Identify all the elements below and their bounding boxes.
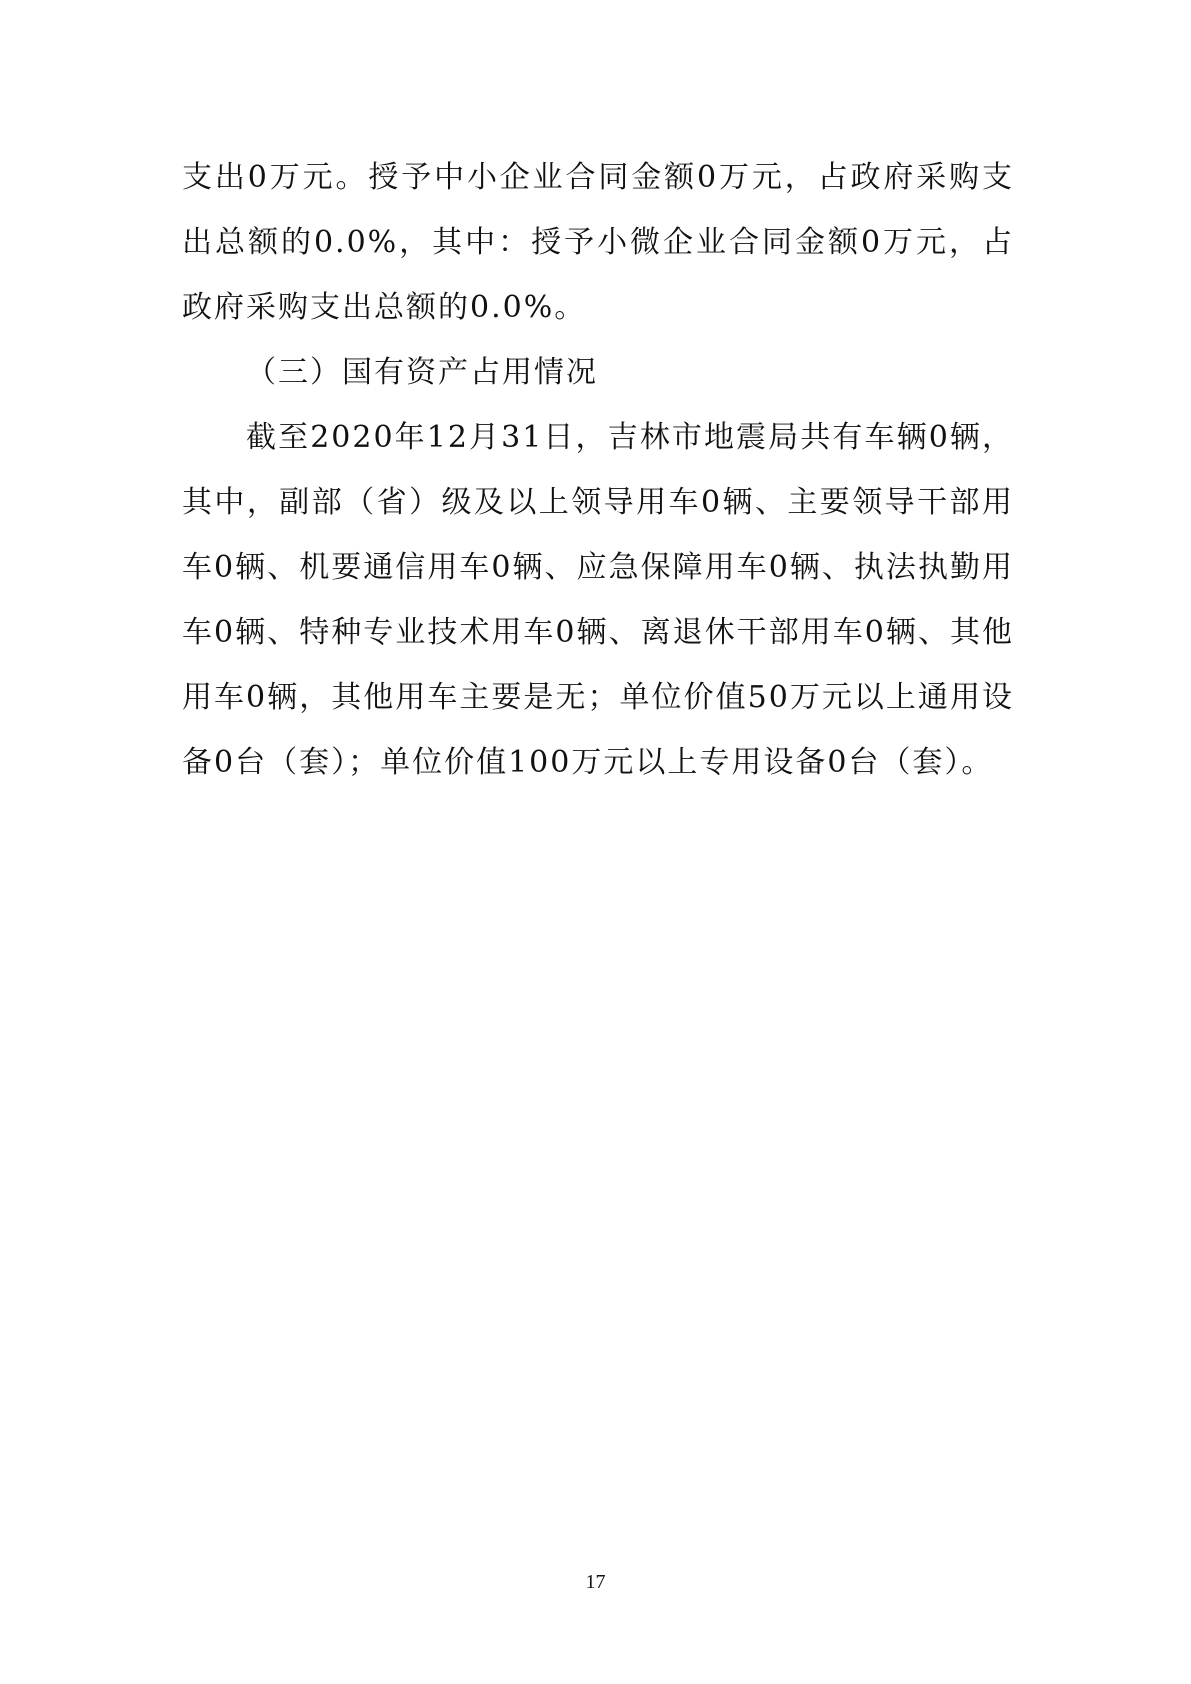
document-body (182, 145, 1014, 795)
page-number: 17 (585, 1571, 606, 1593)
section-heading-state-assets: （三）国有资产占用情况 (246, 355, 598, 390)
procurement-paragraph: 支出0万元。授予中小企业合同金额0万元，占政府采购支出总额的0.0%，其中：授予小微企业合同金额0万元，占政府采购支出总额的0.0%。 (182, 160, 1014, 325)
state-assets-paragraph: 截至2020年12月31日，吉林市地震局共有车辆0辆，其中，副部（省）级及以上领导用车0辆、主要领导干部用车0辆、机要通信用车0辆、应急保障用车0辆、执法执勤用车0辆、特种专业技术用车0辆、离退休干部用车0辆、其他用车0辆，其他用车主要是无；单位价值50万元以上通用设备0台（套）；单位价值100万元以上专用设备0台（套）。 (182, 420, 1014, 780)
